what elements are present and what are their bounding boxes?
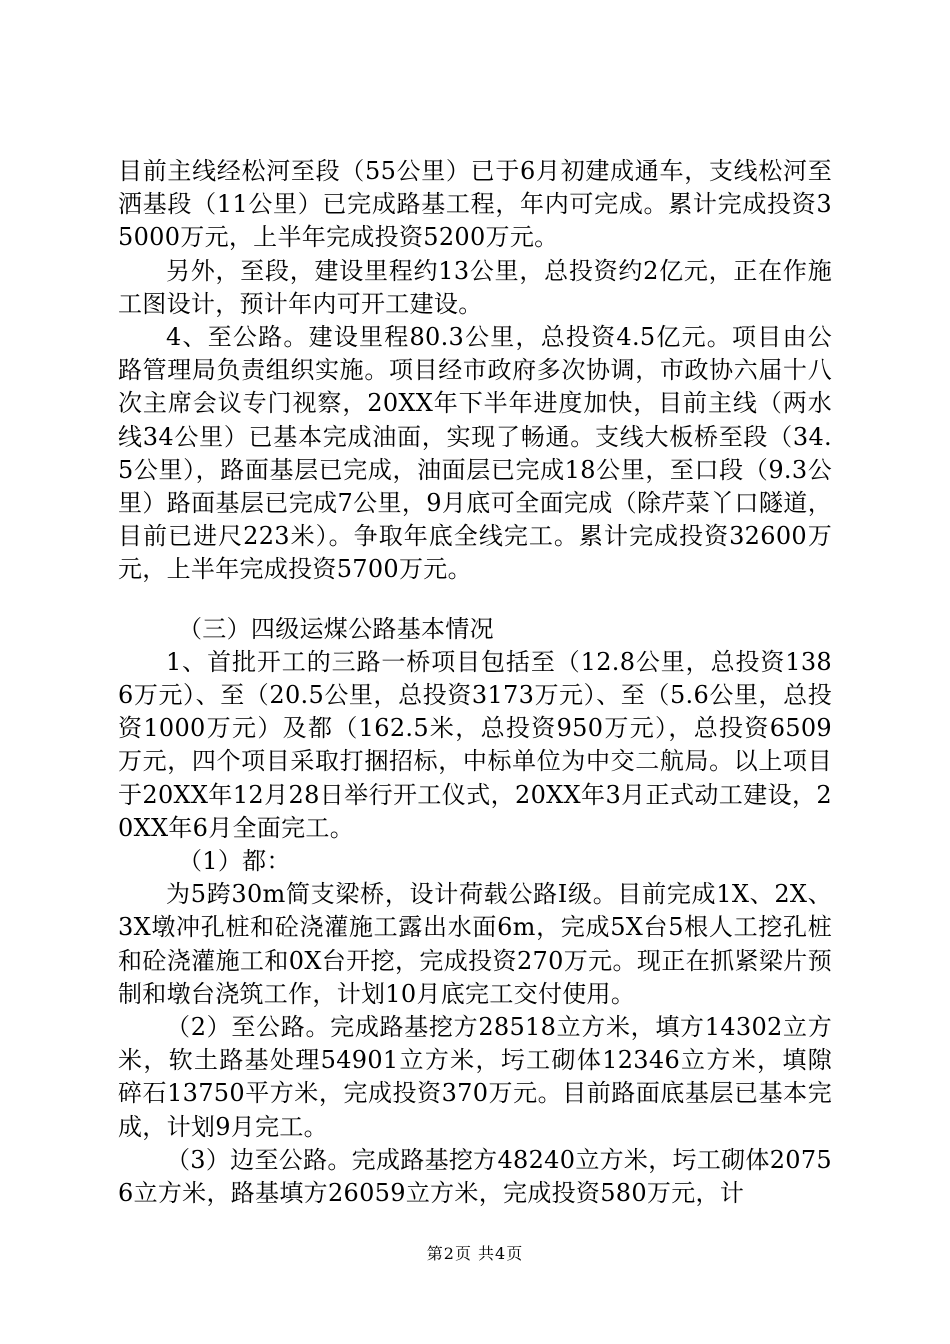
subheading-bridge: （1）都： <box>178 847 291 876</box>
paragraph-highway-4: 4、至公路。建设里程80.3公里，总投资4.5亿元。项目由公路管理局负责组织实施。项目经市政府多次协调，市政协六届十八次主席会议专门视察，20XX年下半年进度加快，目前主线（两水线34公里）已基本完成油面，实现了畅通。支线大板桥至段（34.5公里），路面基层已完成，油面层已完成18公里，至口段（9.3公里）路面基层已完成7公里，9月底可全面完成（除芹菜丫口隧道，目前已进尺223米）。争取年底全线完工。累计完成投资32600万元，上半年完成投资5700万元。 <box>118 323 832 584</box>
paragraph-additional-section: 另外，至段，建设里程约13公里，总投资约2亿元，正在作施工图设计，预计年内可开工建设。 <box>118 256 832 318</box>
paragraph-gap <box>118 587 832 613</box>
paragraph-first-batch-projects: 1、首批开工的三路一桥项目包括至（12.8公里，总投资1386万元）、至（20.5公里，总投资3173万元）、至（5.6公里，总投资1000万元）及都（162.5米，总投资950万元），总投资6509万元，四个项目采取打捆招标，中标单位为中交二航局。以上项目于20XX年12月28日举行开工仪式，20XX年3月正式动工建设，20XX年6月全面完工。 <box>118 647 832 842</box>
paragraph-bridge-details: 为5跨30m简支梁桥，设计荷载公路Ⅰ级。目前完成1X、2X、3X墩冲孔桩和砼浇灌施工露出水面6m，完成5X台5根人工挖孔桩和砼浇灌施工和0X台开挖，完成投资270万元。现正在抓紧梁片预制和墩台浇筑工作，计划10月底完工交付使用。 <box>118 880 832 1008</box>
paragraph-road-3: （3）边至公路。完成路基挖方48240立方米，圬工砌体20756立方米，路基填方26059立方米，完成投资580万元，计 <box>118 1145 832 1208</box>
section-heading-coal-roads: （三）四级运煤公路基本情况 <box>178 614 494 643</box>
page-number-footer: 第2页 共4页 <box>426 1244 524 1263</box>
paragraph-road-2: （2）至公路。完成路基挖方28518立方米，填方14302立方米，软土路基处理54901立方米，圬工砌体12346立方米，填隙碎石13750平方米，完成投资370万元。目前路面底基层已基本完成，计划9月完工。 <box>118 1013 832 1141</box>
paragraph-main-line-progress: 目前主线经松河至段（55公里）已于6月初建成通车，支线松河至洒基段（11公里）已完成路基工程，年内可完成。累计完成投资35000万元，上半年完成投资5200万元。 <box>118 157 832 252</box>
document-body <box>118 155 832 1210</box>
